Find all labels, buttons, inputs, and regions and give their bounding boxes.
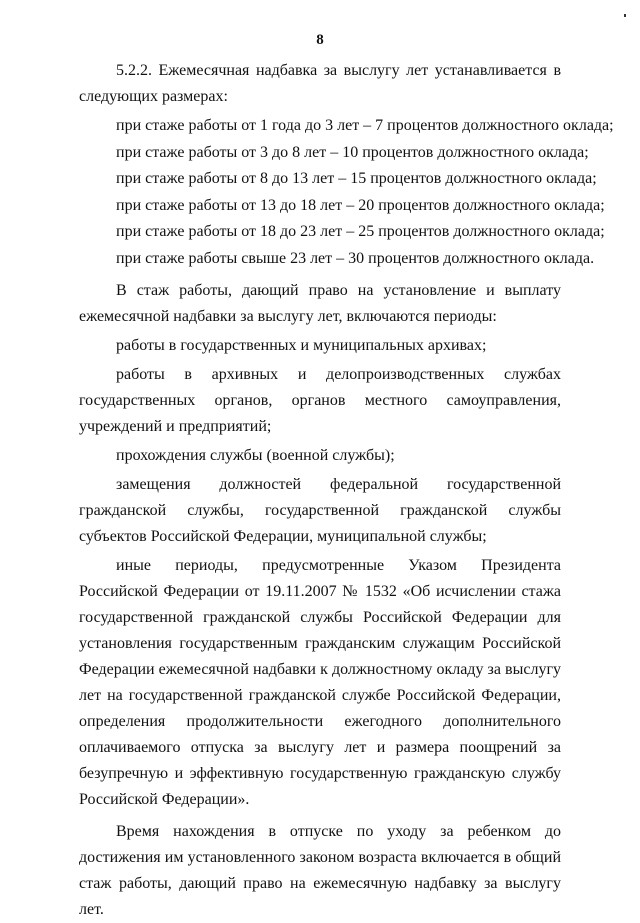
closing-paragraph: Время нахождения в отпуске по уходу за ребенком до достижения им установленного законом возраста включается в общий стаж работы, дающий право на ежемесячную надбавку за выслугу лет. [79, 823, 561, 918]
document-body [79, 58, 614, 923]
period-item: прохождения службы (военной службы); [116, 447, 395, 464]
rates-list [79, 113, 614, 272]
period-item: работы в государственных и муниципальных архивах; [116, 337, 487, 354]
period-item: замещения должностей федеральной государственной гражданской службы, государственной гражданской службы субъектов Российской Федерации, муниципальной службы; [79, 476, 561, 545]
rate-item: при стаже работы от 3 до 8 лет – 10 процентов должностного оклада; [116, 143, 589, 161]
rate-item: при стаже работы свыше 23 лет – 30 процентов должностного оклада. [116, 249, 595, 267]
rate-item: при стаже работы от 13 до 18 лет – 20 процентов должностного оклада; [116, 196, 605, 214]
section-intro: 5.2.2. Ежемесячная надбавка за выслугу лет устанавливается в следующих размерах: [79, 62, 561, 105]
rate-item: при стаже работы от 8 до 13 лет – 15 процентов должностного оклада; [116, 170, 597, 187]
rate-item: при стаже работы от 1 года до 3 лет – 7 процентов должностного оклада; [116, 117, 614, 134]
period-item: работы в архивных и делопроизводственных службах государственных органов, органов местного самоуправления, учреждений и предприятий; [79, 366, 561, 435]
page-number: 8 [316, 32, 324, 48]
periods-intro: В стаж работы, дающий право на установление и выплату ежемесячной надбавки за выслугу лет, включаются периоды: [79, 282, 561, 325]
scan-speck [624, 14, 626, 17]
period-item: иные периоды, предусмотренные Указом Президента Российской Федерации от 19.11.2007 № 1532 «Об исчислении стажа государственной гражданской службы Российской Федерации для установления государственным гражданским служащим Российской Федерации ежемесячной надбавки к должностному окладу за выслугу лет на государственной гражданской службе Российской Федерации, определения продолжительности ежегодного дополнительного оплачиваемого отпуска за выслугу лет и размера поощрений за безупречную и эффективную государственную гражданскую службу Российской Федерации». [79, 557, 561, 808]
rate-item: при стаже работы от 18 до 23 лет – 25 процентов должностного оклада; [116, 223, 605, 240]
